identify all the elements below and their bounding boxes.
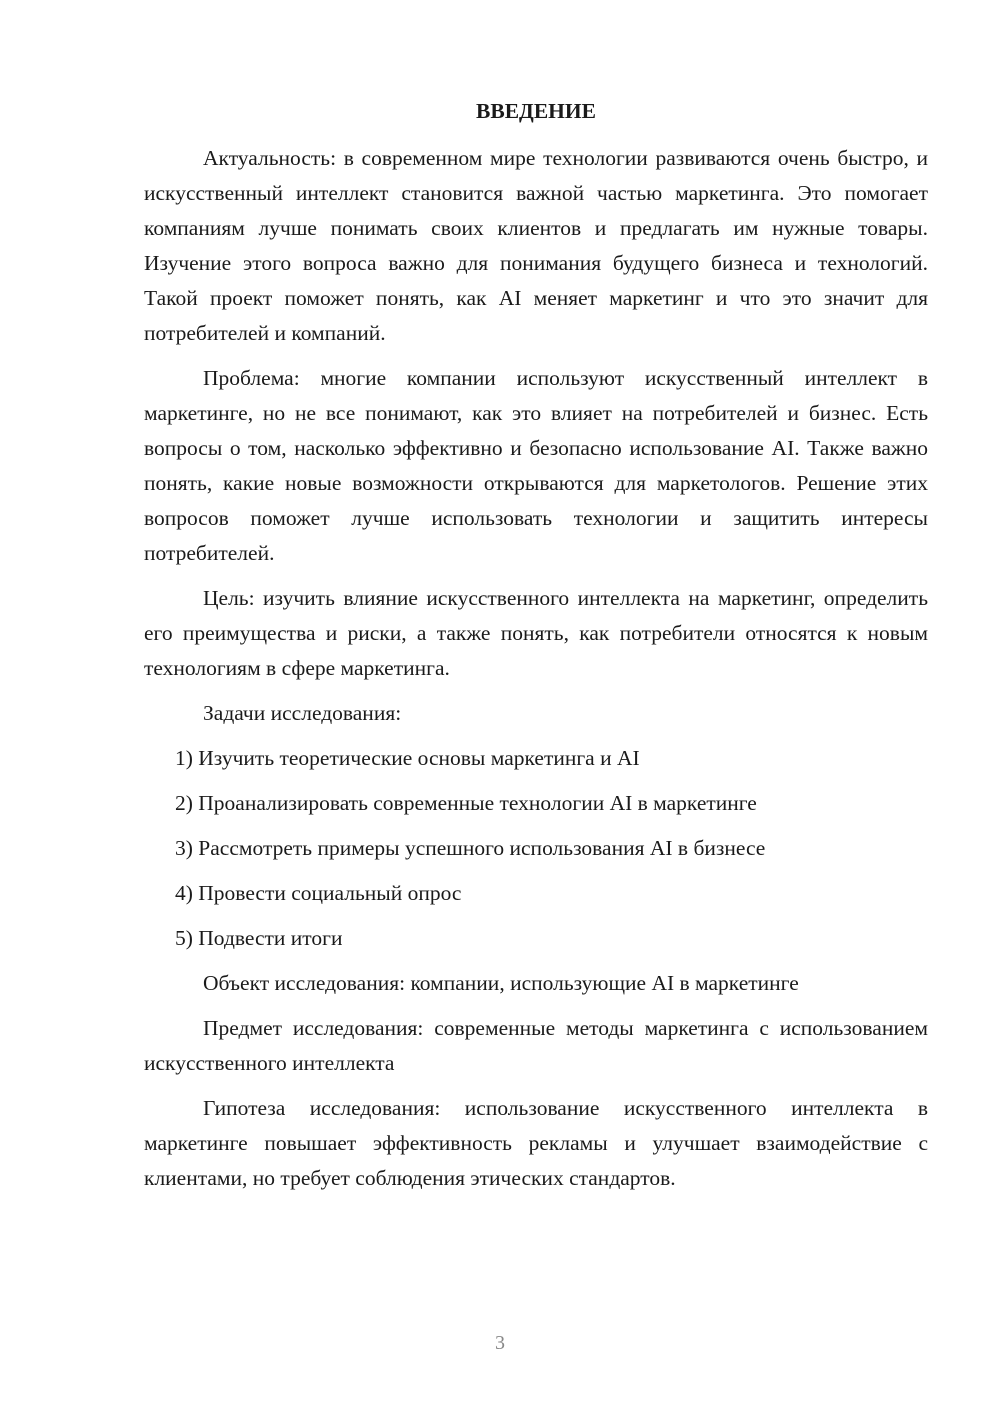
hypothesis-paragraph: Гипотеза исследования: использование искусственного интеллекта в маркетинге повышает эффективность рекламы и улучшает взаимодействие с клиентами, но требует соблюдения этических стандартов. — [144, 1096, 928, 1190]
document-page — [144, 94, 928, 1196]
task-item: 2) Проанализировать современные технологии AI в маркетинге — [175, 791, 757, 815]
goal-paragraph: Цель: изучить влияние искусственного интеллекта на маркетинг, определить его преимущества и риски, а также понять, как потребители относятся к новым технологиям в сфере маркетинга. — [144, 586, 928, 680]
problem-paragraph: Проблема: многие компании используют искусственный интеллект в маркетинге, но не все понимают, как это влияет на потребителей и бизнес. Есть вопросы о том, насколько эффективно и безопасно использование AI. Также важно понять, какие новые возможности открываются для маркетологов. Решение этих вопросов поможет лучше использовать технологии и защитить интересы потребителей. — [144, 366, 928, 565]
page-number: 3 — [495, 1332, 505, 1354]
task-item: 3) Рассмотреть примеры успешного использования AI в бизнесе — [175, 836, 766, 860]
subject-paragraph: Предмет исследования: современные методы маркетинга с использованием искусственного интеллекта — [144, 1016, 928, 1075]
tasks-list — [144, 741, 928, 956]
task-item: 5) Подвести итоги — [175, 926, 343, 950]
task-item: 4) Провести социальный опрос — [175, 881, 462, 905]
task-item: 1) Изучить теоретические основы маркетинга и AI — [175, 746, 640, 770]
relevance-paragraph: Актуальность: в современном мире технологии развиваются очень быстро, и искусственный интеллект становится важной частью маркетинга. Это помогает компаниям лучше понимать своих клиентов и предлагать им нужные товары. Изучение этого вопроса важно для понимания будущего бизнеса и технологий. Такой проект поможет понять, как AI меняет маркетинг и что это значит для потребителей и компаний. — [144, 146, 928, 345]
object-paragraph: Объект исследования: компании, использующие AI в маркетинге — [203, 971, 799, 995]
tasks-title: Задачи исследования: — [203, 701, 402, 725]
page-title: ВВЕДЕНИЕ — [476, 99, 596, 123]
